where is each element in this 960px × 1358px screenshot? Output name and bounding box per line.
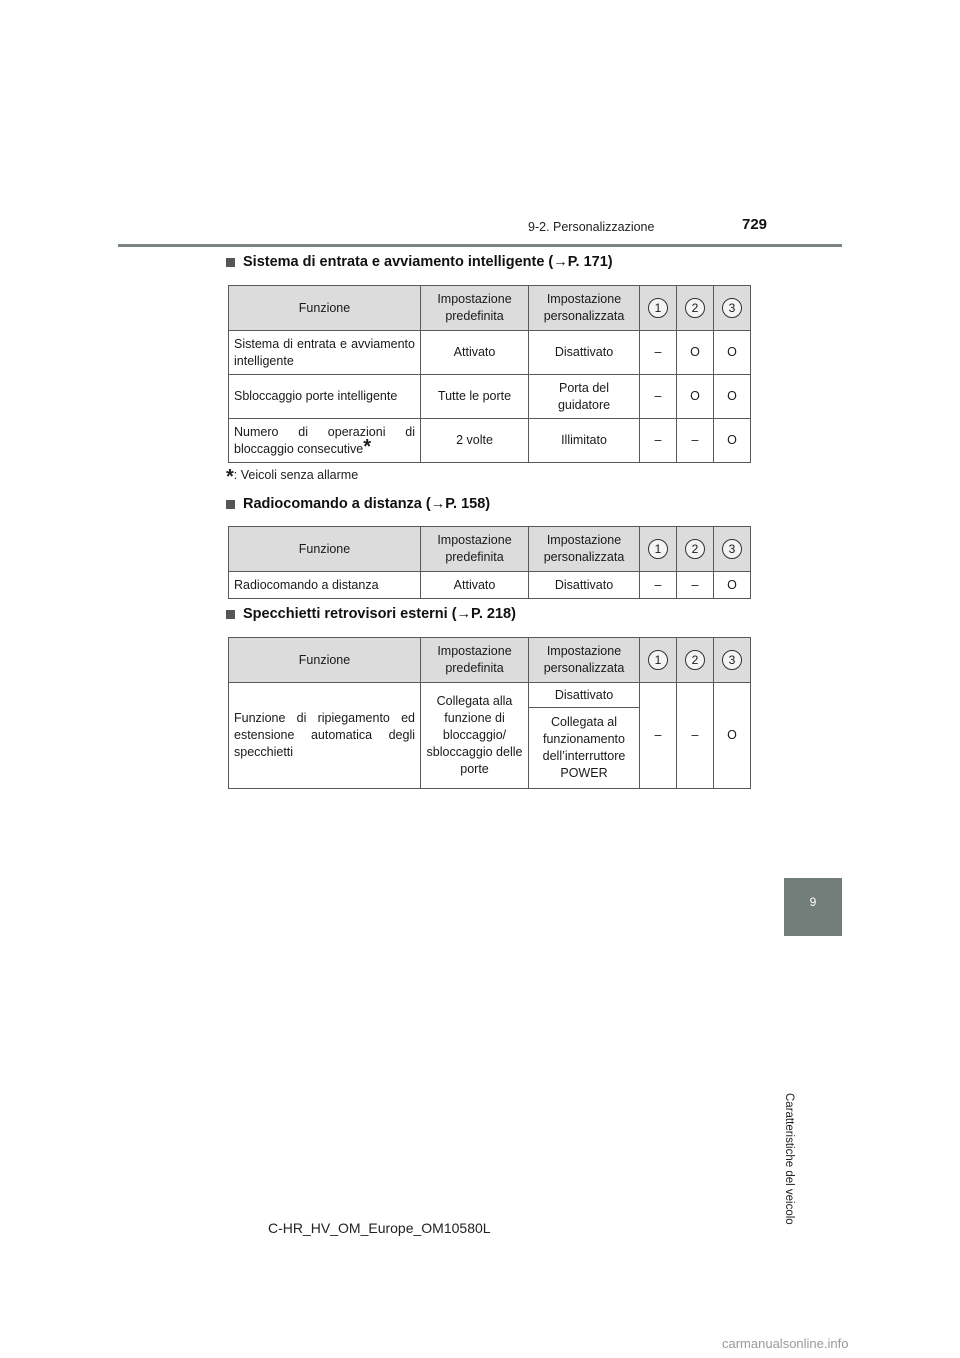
col-header-default: Impostazione predefinita xyxy=(421,638,529,683)
cell-default: Tutte le porte xyxy=(421,375,529,419)
col-header-mode-3 xyxy=(714,286,751,331)
cell-mode-2: O xyxy=(677,375,714,419)
document-id: C-HR_HV_OM_Europe_OM10580L xyxy=(268,1220,491,1236)
cell-mode-1: – xyxy=(640,331,677,375)
cell-funzione-text: Numero di operazioni di bloccaggio consecutive xyxy=(234,424,415,456)
section-title-mirrors xyxy=(226,606,516,622)
table-row xyxy=(229,375,751,419)
circled-3-icon: 3 xyxy=(722,650,742,670)
col-header-mode-2 xyxy=(677,527,714,572)
cell-mode-2: – xyxy=(677,683,714,789)
bullet-square-icon xyxy=(226,610,235,619)
cell-funzione: Sistema di entrata e avviamento intelligente xyxy=(229,331,421,375)
table-row xyxy=(229,331,751,375)
cell-default: 2 volte xyxy=(421,419,529,463)
col-header-funzione: Funzione xyxy=(229,286,421,331)
footnote xyxy=(226,466,358,489)
table-row xyxy=(229,683,751,708)
cell-mode-3: O xyxy=(714,375,751,419)
cell-mode-1: – xyxy=(640,375,677,419)
page-number: 729 xyxy=(742,216,768,233)
cell-mode-2: – xyxy=(677,419,714,463)
arrow-right-icon: → xyxy=(430,496,446,512)
table-mirrors xyxy=(228,637,751,789)
col-header-mode-2 xyxy=(677,286,714,331)
cell-default: Attivato xyxy=(421,331,529,375)
section-page-ref[interactable]: P. 158) xyxy=(445,496,491,512)
table-smart-entry xyxy=(228,285,751,463)
col-header-mode-2 xyxy=(677,638,714,683)
col-header-mode-1 xyxy=(640,286,677,331)
table-remote xyxy=(228,526,751,599)
bullet-square-icon xyxy=(226,500,235,509)
circled-1-icon: 1 xyxy=(648,298,668,318)
cell-custom-option-a: Disattivato xyxy=(529,683,640,708)
cell-custom: Illimitato xyxy=(529,419,640,463)
cell-funzione xyxy=(229,419,421,463)
cell-default: Collegata alla funzione di bloccaggio/ sbloccaggio delle porte xyxy=(421,683,529,789)
chapter-tab[interactable]: 9 xyxy=(784,878,842,936)
cell-mode-2: O xyxy=(677,331,714,375)
col-header-mode-3 xyxy=(714,638,751,683)
section-page-ref[interactable]: P. 171) xyxy=(567,254,613,270)
chapter-label: Caratteristiche del veicolo xyxy=(783,1093,795,1225)
footnote-marker: * xyxy=(226,466,234,488)
circled-2-icon: 2 xyxy=(685,650,705,670)
footnote-text: : Veicoli senza allarme xyxy=(233,468,359,482)
table-header-row xyxy=(229,638,751,683)
col-header-custom: Impostazione personalizzata xyxy=(529,286,640,331)
bullet-square-icon xyxy=(226,258,235,267)
watermark: carmanualsonline.info xyxy=(722,1336,849,1351)
table-row xyxy=(229,572,751,599)
header-divider xyxy=(118,244,842,247)
arrow-right-icon: → xyxy=(553,254,568,270)
cell-custom: Porta del guidatore xyxy=(529,375,640,419)
table-header-row xyxy=(229,286,751,331)
circled-3-icon: 3 xyxy=(722,298,742,318)
cell-mode-3: O xyxy=(714,572,751,599)
cell-custom-option-b: Collegata al funzionamento dell’interruttore POWER xyxy=(529,708,640,789)
cell-mode-1: – xyxy=(640,683,677,789)
cell-funzione: Funzione di ripiegamento ed estensione automatica degli specchietti xyxy=(229,683,421,789)
table-row xyxy=(229,419,751,463)
cell-default: Attivato xyxy=(421,572,529,599)
section-title-remote xyxy=(226,496,490,512)
col-header-mode-1 xyxy=(640,638,677,683)
circled-3-icon: 3 xyxy=(722,539,742,559)
col-header-custom: Impostazione personalizzata xyxy=(529,638,640,683)
col-header-default: Impostazione predefinita xyxy=(421,286,529,331)
section-title-text: Specchietti retrovisori esterni ( xyxy=(243,606,457,622)
col-header-funzione: Funzione xyxy=(229,638,421,683)
col-header-custom: Impostazione personalizzata xyxy=(529,527,640,572)
section-title-text: Sistema di entrata e avviamento intelligente ( xyxy=(243,254,554,270)
footnote-marker: * xyxy=(363,435,372,458)
cell-funzione: Radiocomando a distanza xyxy=(229,572,421,599)
section-title-text: Radiocomando a distanza ( xyxy=(243,496,431,512)
cell-mode-2: – xyxy=(677,572,714,599)
col-header-mode-3 xyxy=(714,527,751,572)
cell-funzione: Sbloccaggio porte intelligente xyxy=(229,375,421,419)
circled-1-icon: 1 xyxy=(648,539,668,559)
arrow-right-icon: → xyxy=(456,606,472,622)
circled-1-icon: 1 xyxy=(648,650,668,670)
cell-custom: Disattivato xyxy=(529,572,640,599)
cell-custom: Disattivato xyxy=(529,331,640,375)
section-title-smart-entry xyxy=(226,254,613,270)
circled-2-icon: 2 xyxy=(685,539,705,559)
cell-mode-1: – xyxy=(640,572,677,599)
col-header-mode-1 xyxy=(640,527,677,572)
running-header-section: 9-2. Personalizzazione xyxy=(528,220,655,234)
cell-mode-3: O xyxy=(714,331,751,375)
col-header-default: Impostazione predefinita xyxy=(421,527,529,572)
col-header-funzione: Funzione xyxy=(229,527,421,572)
cell-mode-1: – xyxy=(640,419,677,463)
cell-mode-3: O xyxy=(714,683,751,789)
cell-mode-3: O xyxy=(714,419,751,463)
section-page-ref[interactable]: P. 218) xyxy=(471,606,516,622)
circled-2-icon: 2 xyxy=(685,298,705,318)
table-header-row xyxy=(229,527,751,572)
